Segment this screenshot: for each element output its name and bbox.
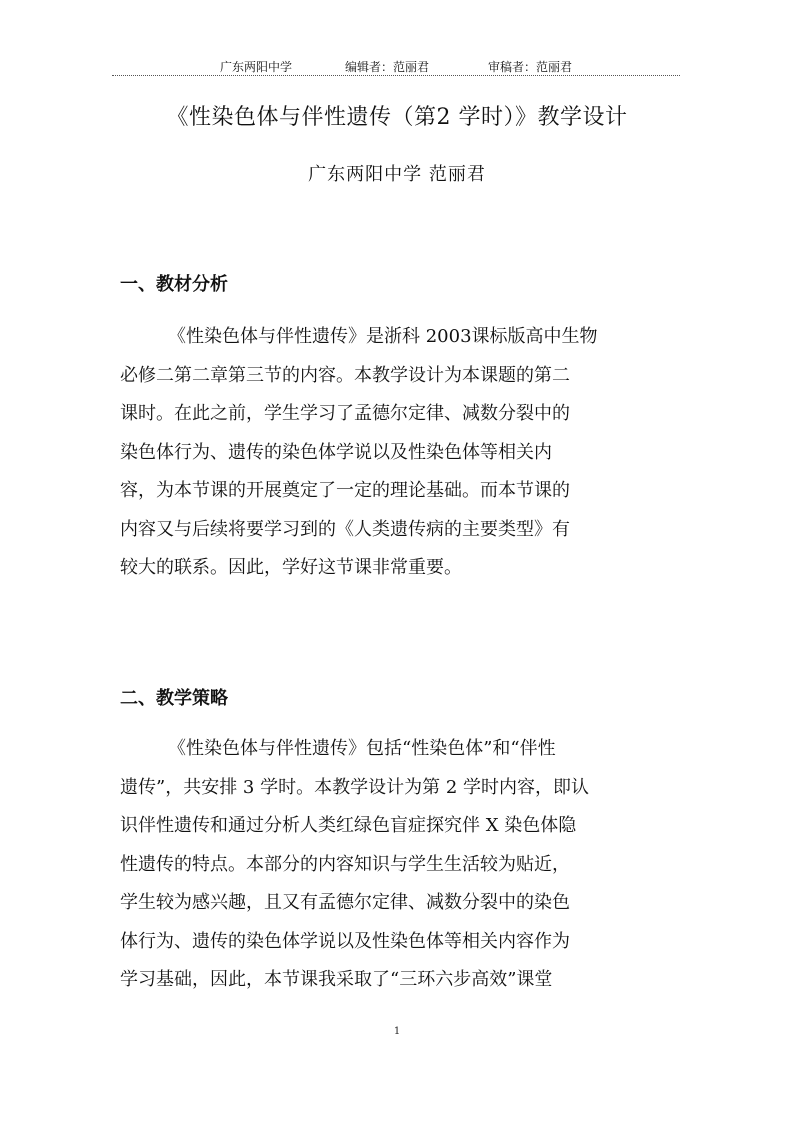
header-divider — [112, 75, 680, 76]
paragraph-line: 遗传”，共安排 3 学时。本教学设计为第 2 学时内容，即认 — [120, 776, 589, 798]
paragraph-teaching-strategy — [120, 730, 680, 1000]
paragraph-line: 性遗传的特点。本部分的内容知识与学生生活较为贴近， — [120, 853, 570, 875]
paragraph-line: 学生较为感兴趣，且又有孟德尔定律、减数分裂中的染色 — [120, 892, 570, 913]
paragraph-line: 必修二第二章第三节的内容。本教学设计为本课题的第二 — [120, 364, 570, 386]
paragraph-textbook-analysis — [120, 318, 680, 588]
document-title: 《性染色体与伴性遗传（第2 学时）》教学设计 — [166, 105, 628, 130]
paragraph-line: 课时。在此之前，学生学习了孟德尔定律、减数分裂中的 — [120, 403, 570, 424]
section-heading-textbook-analysis: 一、教材分析 — [120, 274, 228, 295]
header-reviewer: 审稿者：范丽君 — [488, 60, 573, 74]
page-number: 1 — [393, 1026, 401, 1037]
paragraph-line: 《性染色体与伴性遗传》是浙科 2003课标版高中生物 — [168, 326, 598, 347]
paragraph-line: 体行为、遗传的染色体学说以及性染色体等相关内容作为 — [120, 930, 570, 952]
header-school: 广东两阳中学 — [220, 60, 293, 74]
paragraph-line: 容，为本节课的开展奠定了一定的理论基础。而本节课的 — [120, 480, 570, 501]
paragraph-line: 内容又与后续将要学习到的《人类遗传病的主要类型》有 — [120, 518, 570, 540]
section-heading-teaching-strategy: 二、教学策略 — [120, 688, 228, 709]
paragraph-line: 学习基础，因此，本节课我采取了“三环六步高效”课堂 — [120, 969, 553, 990]
document-author: 广东两阳中学 范丽君 — [308, 164, 486, 185]
header-editor: 编辑者：范丽君 — [345, 60, 430, 74]
paragraph-line: 染色体行为、遗传的染色体学说以及性染色体等相关内 — [120, 441, 552, 463]
paragraph-line: 识伴性遗传和通过分析人类红绿色盲症探究伴 X 染色体隐 — [120, 815, 577, 836]
paragraph-line: 《性染色体与伴性遗传》包括“性染色体”和“伴性 — [168, 738, 556, 759]
page-header — [0, 56, 794, 76]
paragraph-line: 较大的联系。因此，学好这节课非常重要。 — [120, 557, 462, 578]
